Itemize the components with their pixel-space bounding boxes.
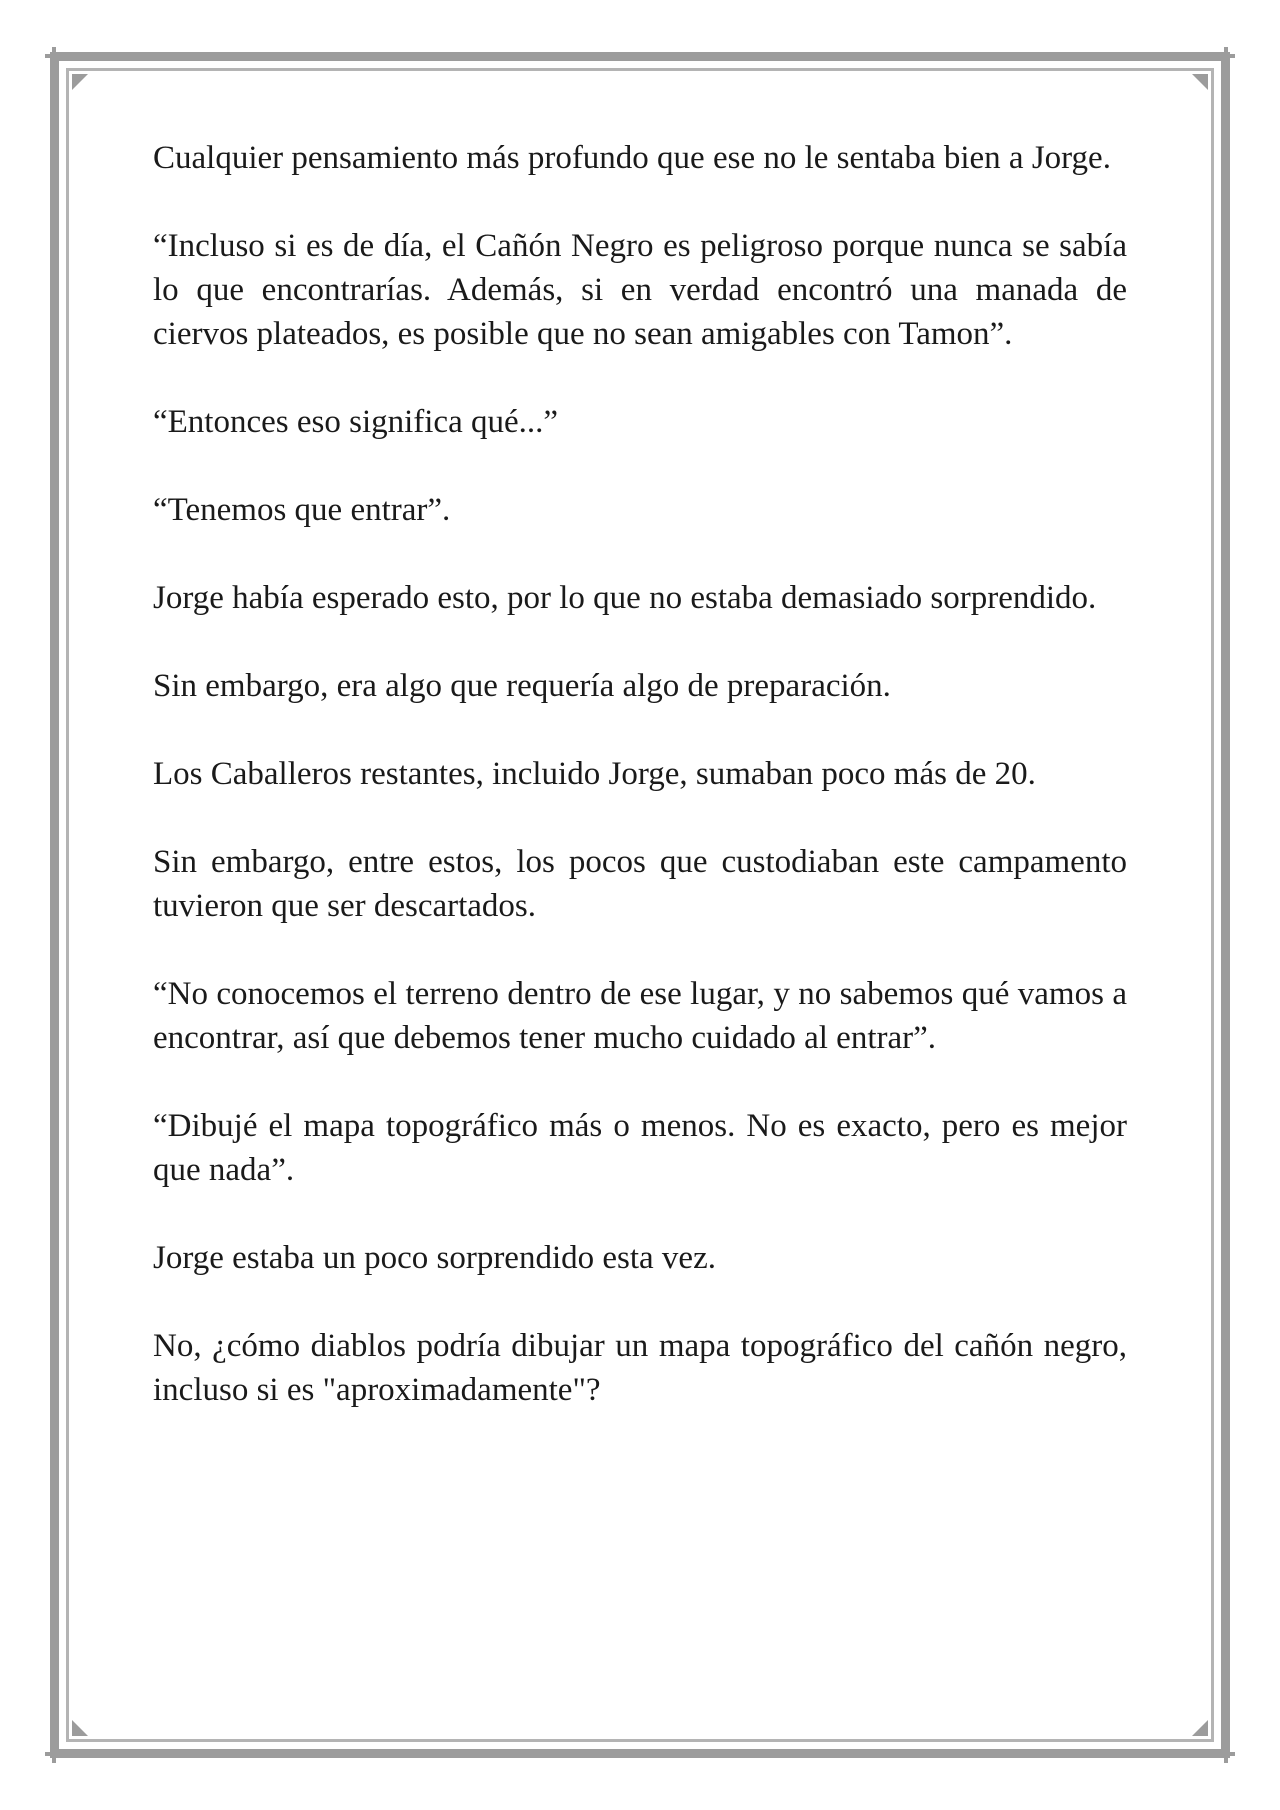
corner-triangle-top-left-icon xyxy=(72,74,88,90)
paragraph: “No conocemos el terreno dentro de ese lugar, y no sabemos qué vamos a encontrar, así que debemos tener mucho cuidado al entrar”. xyxy=(153,976,1127,1056)
paragraph: “Tenemos que entrar”. xyxy=(153,492,451,528)
paragraph: Sin embargo, entre estos, los pocos que custodiaban este campamento tuvieron que ser descartados. xyxy=(153,844,1127,924)
paragraph: “Entonces eso significa qué...” xyxy=(153,404,559,440)
paragraph: Cualquier pensamiento más profundo que ese no le sentaba bien a Jorge. xyxy=(153,140,1111,176)
paragraph: Los Caballeros restantes, incluido Jorge, sumaban poco más de 20. xyxy=(153,756,1036,792)
corner-ornament-top-left-icon xyxy=(45,47,63,65)
paragraph: “Dibujé el mapa topográfico más o menos. No es exacto, pero es mejor que nada”. xyxy=(153,1108,1127,1188)
paragraph: No, ¿cómo diablos podría dibujar un mapa topográfico del cañón negro, incluso si es "aproximadamente"? xyxy=(153,1328,1127,1408)
corner-triangle-bottom-left-icon xyxy=(72,1720,88,1736)
paragraph: Sin embargo, era algo que requería algo de preparación. xyxy=(153,668,891,704)
corner-ornament-bottom-right-icon xyxy=(1217,1745,1235,1763)
paragraph: “Incluso si es de día, el Cañón Negro es peligroso porque nunca se sabía lo que encontrarías. Además, si en verdad encontró una manada de ciervos plateados, es posible que no sean amigables con Tamon”. xyxy=(153,228,1127,352)
paragraph: Jorge estaba un poco sorprendido esta vez. xyxy=(153,1240,716,1276)
corner-triangle-bottom-right-icon xyxy=(1192,1720,1208,1736)
corner-triangle-top-right-icon xyxy=(1192,74,1208,90)
corner-ornament-top-right-icon xyxy=(1217,47,1235,65)
corner-ornament-bottom-left-icon xyxy=(45,1745,63,1763)
document-body xyxy=(153,136,1127,1456)
paragraph: Jorge había esperado esto, por lo que no estaba demasiado sorprendido. xyxy=(153,580,1097,616)
